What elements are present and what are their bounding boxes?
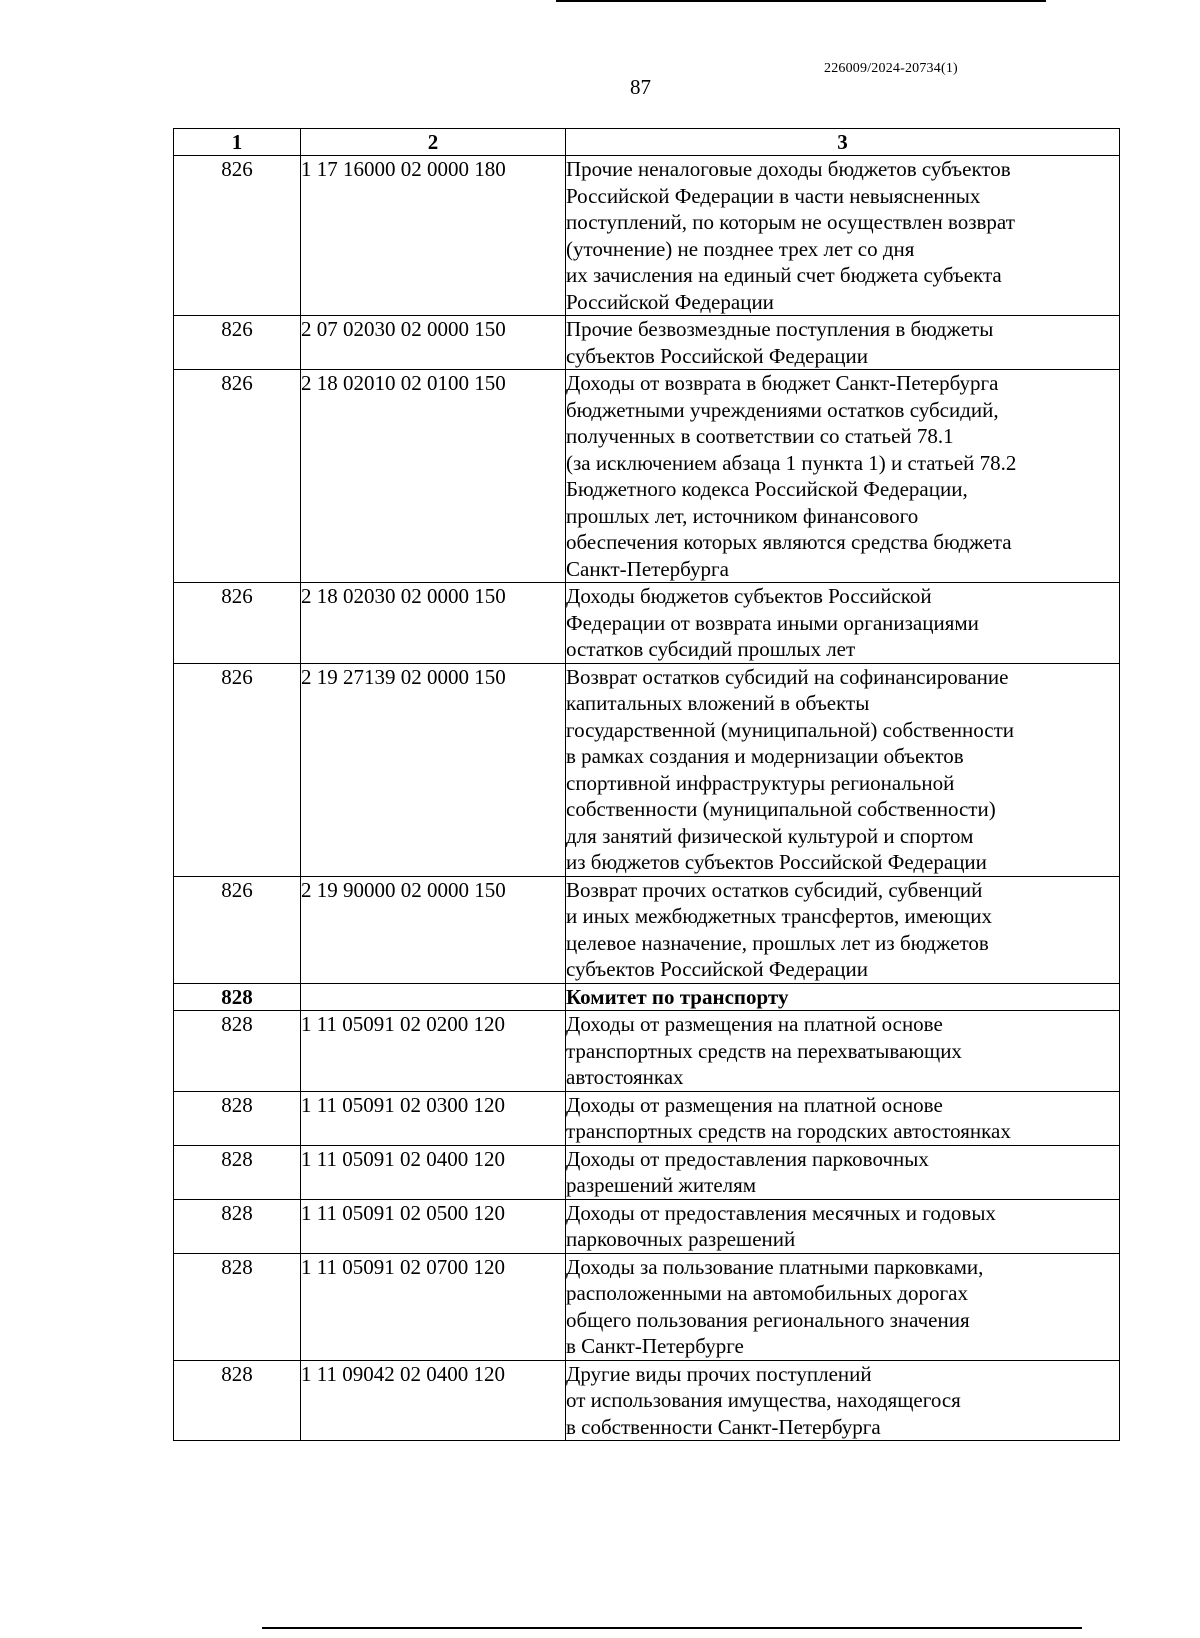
description-line: обеспечения которых являются средства бюджета [566,530,1012,554]
description-line: разрешений жителям [566,1173,757,1197]
description-line: Доходы за пользование платными парковками, [566,1254,984,1279]
description-line: их зачисления на единый счет бюджета субъекта [566,263,1002,287]
description-cell [566,370,1120,583]
section-title-cell [566,983,1120,1011]
table-body [174,156,1120,1441]
admin-code-cell: 828 [174,1199,301,1253]
admin-code-cell: 828 [174,983,301,1011]
table-row [174,663,1120,876]
description-line: в рамках создания и модернизации объектов [566,744,964,768]
table-row [174,1360,1120,1441]
admin-code-cell: 826 [174,663,301,876]
description-line: Доходы от предоставления месячных и годовых [566,1200,996,1225]
description-line: Федерации от возврата иными организациями [566,610,979,635]
description-cell [566,1011,1120,1092]
description-line: Комитет по транспорту [566,984,789,1009]
revenue-code-cell: 2 07 02030 02 0000 150 [301,316,566,370]
revenue-code-cell: 1 11 05091 02 0200 120 [301,1011,566,1092]
description-cell [566,1145,1120,1199]
description-line: бюджетными учреждениями остатков субсидий, [566,397,999,422]
admin-code-cell: 828 [174,1091,301,1145]
description-cell [566,316,1120,370]
description-line: целевое назначение, прошлых лет из бюджетов [566,930,989,955]
description-cell [566,1091,1120,1145]
description-line: (уточнение) не позднее трех лет со дня [566,236,915,261]
revenue-code-cell [301,983,566,1011]
column-header-3: 3 [566,129,1120,156]
table-row [174,1011,1120,1092]
scan-bottom-rule [262,1627,1082,1629]
description-cell [566,1199,1120,1253]
admin-code-cell: 826 [174,876,301,983]
table-row [174,370,1120,583]
document-number: 226009/2024-20734(1) [824,61,958,76]
description-line: Доходы бюджетов субъектов Российской [566,584,932,608]
description-line: Прочие безвозмездные поступления в бюджеты [566,317,994,341]
description-cell [566,583,1120,664]
description-line: из бюджетов субъектов Российской Федерации [566,850,987,874]
description-line: собственности (муниципальной собственности) [566,797,996,821]
description-line: в собственности Санкт-Петербурга [566,1414,881,1439]
description-line: Санкт-Петербурга [566,556,729,581]
description-line: Российской Федерации в части невыясненных [566,183,981,208]
description-line: в Санкт-Петербурге [566,1334,744,1358]
description-line: транспортных средств на городских автостоянках [566,1119,1011,1143]
table-section-row [174,983,1120,1011]
description-line: парковочных разрешений [566,1227,796,1251]
description-line: Бюджетного кодекса Российской Федерации, [566,477,968,501]
description-line: Возврат прочих остатков субсидий, субвенций [566,877,983,902]
description-line: транспортных средств на перехватывающих [566,1038,962,1063]
table-row [174,1199,1120,1253]
admin-code-cell: 828 [174,1360,301,1441]
description-line: расположенными на автомобильных дорогах [566,1281,968,1305]
scan-top-rule [556,0,1046,2]
description-line: полученных в соответствии со статьей 78.1 [566,424,954,448]
table-row [174,156,1120,316]
table-row [174,583,1120,664]
admin-code-cell: 826 [174,156,301,316]
table-row [174,1145,1120,1199]
description-line: Другие виды прочих поступлений [566,1361,872,1386]
column-header-2: 2 [301,129,566,156]
description-line: Доходы от размещения на платной основе [566,1092,943,1117]
description-line: государственной (муниципальной) собственности [566,717,1015,742]
admin-code-cell: 828 [174,1011,301,1092]
description-cell [566,663,1120,876]
revenue-code-cell: 1 17 16000 02 0000 180 [301,156,566,316]
revenue-code-cell: 1 11 05091 02 0400 120 [301,1145,566,1199]
description-line: Прочие неналоговые доходы бюджетов субъектов [566,157,1011,181]
revenue-code-cell: 1 11 05091 02 0500 120 [301,1199,566,1253]
description-line: (за исключением абзаца 1 пункта 1) и статьей 78.2 [566,450,1017,475]
table-row [174,316,1120,370]
description-line: спортивной инфраструктуры региональной [566,770,955,795]
description-cell [566,156,1120,316]
description-line: для занятий физической культурой и спортом [566,823,974,848]
description-line: Доходы от размещения на платной основе [566,1012,943,1036]
description-line: и иных межбюджетных трансфертов, имеющих [566,904,992,928]
description-line: Возврат остатков субсидий на софинансирование [566,664,1009,689]
column-header-1: 1 [174,129,301,156]
admin-code-cell: 828 [174,1253,301,1360]
revenue-code-cell: 2 19 90000 02 0000 150 [301,876,566,983]
revenue-code-cell: 1 11 05091 02 0700 120 [301,1253,566,1360]
revenue-code-cell: 1 11 09042 02 0400 120 [301,1360,566,1441]
revenue-code-cell: 1 11 05091 02 0300 120 [301,1091,566,1145]
admin-code-cell: 826 [174,370,301,583]
table-row [174,876,1120,983]
description-cell [566,1360,1120,1441]
admin-code-cell: 826 [174,316,301,370]
table-row [174,1253,1120,1360]
description-line: капитальных вложений в объекты [566,691,870,715]
revenue-codes-table [173,128,1120,1441]
description-line: от использования имущества, находящегося [566,1388,961,1412]
admin-code-cell: 828 [174,1145,301,1199]
description-line: прошлых лет, источником финансового [566,503,919,528]
page-number: 87 [630,75,651,99]
description-cell [566,1253,1120,1360]
revenue-code-cell: 2 18 02010 02 0100 150 [301,370,566,583]
table-header-row [174,129,1120,156]
revenue-code-cell: 2 19 27139 02 0000 150 [301,663,566,876]
description-line: субъектов Российской Федерации [566,343,869,368]
description-line: общего пользования регионального значения [566,1307,970,1332]
description-line: Доходы от возврата в бюджет Санкт-Петербурга [566,371,999,395]
description-line: остатков субсидий прошлых лет [566,637,856,661]
description-line: автостоянках [566,1065,684,1089]
table-row [174,1091,1120,1145]
admin-code-cell: 826 [174,583,301,664]
description-line: поступлений, по которым не осуществлен возврат [566,210,1015,234]
description-line: Российской Федерации [566,289,774,314]
description-line: Доходы от предоставления парковочных [566,1146,929,1171]
revenue-code-cell: 2 18 02030 02 0000 150 [301,583,566,664]
description-cell [566,876,1120,983]
description-line: субъектов Российской Федерации [566,957,869,981]
